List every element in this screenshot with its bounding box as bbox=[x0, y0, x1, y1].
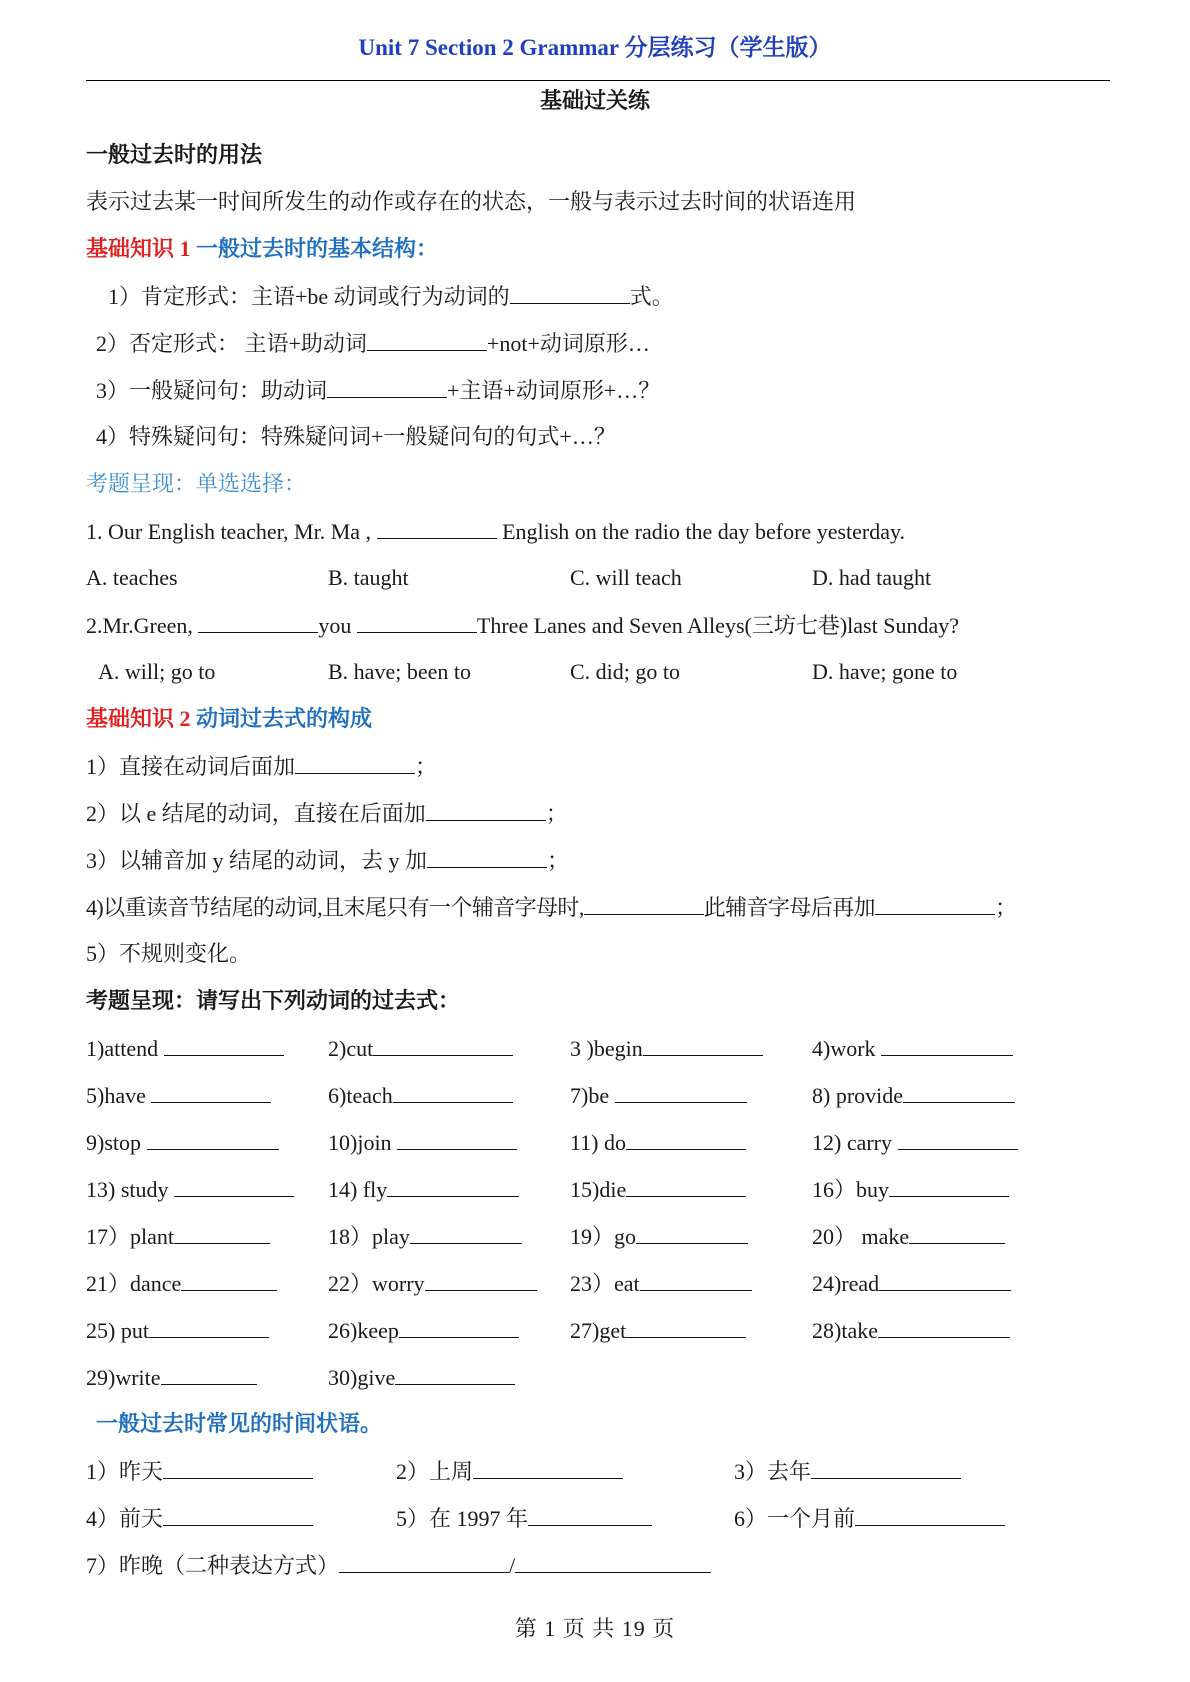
question-2: 2.Mr.Green, you Three Lanes and Seven Alleys(三坊七巷)last Sunday? bbox=[86, 608, 1126, 642]
knowledge-2-title: 动词过去式的构成 bbox=[196, 706, 373, 731]
option-d[interactable]: D. had taught bbox=[812, 565, 932, 590]
answer-blank[interactable] bbox=[528, 1501, 652, 1526]
verb-item: 29)write bbox=[86, 1360, 257, 1394]
answer-blank[interactable] bbox=[626, 1313, 746, 1338]
verb-item: 24)read bbox=[812, 1266, 1011, 1300]
verb-item: 12) carry bbox=[812, 1125, 1018, 1159]
verb-row bbox=[86, 1313, 1126, 1347]
answer-blank[interactable] bbox=[147, 1125, 279, 1150]
answer-blank[interactable] bbox=[373, 1031, 513, 1056]
answer-blank[interactable] bbox=[163, 1454, 313, 1479]
verb-item: 6)teach bbox=[328, 1078, 513, 1112]
verb-item: 10)join bbox=[328, 1125, 517, 1159]
verb-row bbox=[86, 1031, 1126, 1065]
k1-item-1: 1）肯定形式：主语+be 动词或行为动词的 式。 bbox=[108, 279, 1148, 313]
verb-row bbox=[86, 1125, 1126, 1159]
verb-item: 13) study bbox=[86, 1172, 294, 1206]
answer-blank[interactable] bbox=[615, 1078, 747, 1103]
verb-item: 30)give bbox=[328, 1360, 515, 1394]
answer-blank[interactable] bbox=[295, 749, 415, 774]
verb-item: 5)have bbox=[86, 1078, 271, 1112]
time-item: 2）上周 bbox=[396, 1454, 623, 1488]
answer-blank[interactable] bbox=[367, 326, 487, 351]
option-b[interactable]: B. have; been to bbox=[328, 659, 471, 684]
answer-blank[interactable] bbox=[898, 1125, 1018, 1150]
answer-blank[interactable] bbox=[399, 1313, 519, 1338]
option-c[interactable]: C. did; go to bbox=[570, 659, 681, 684]
option-b[interactable]: B. taught bbox=[328, 565, 409, 590]
verb-item: 8) provide bbox=[812, 1078, 1015, 1112]
answer-blank[interactable] bbox=[339, 1548, 509, 1573]
time-item: 6）一个月前 bbox=[734, 1501, 1005, 1535]
knowledge-2-heading bbox=[86, 702, 1126, 736]
verb-item: 11) do bbox=[570, 1125, 746, 1159]
time-item: 4）前天 bbox=[86, 1501, 313, 1535]
page-header-title: Unit 7 Section 2 Grammar 分层练习（学生版） bbox=[358, 35, 832, 60]
verb-item: 18）play bbox=[328, 1219, 522, 1253]
time-item: 1）昨天 bbox=[86, 1454, 313, 1488]
k1-item-2: 2）否定形式： 主语+助动词 +not+动词原形… bbox=[96, 326, 1136, 360]
answer-blank[interactable] bbox=[636, 1219, 748, 1244]
intro-text: 表示过去某一时间所发生的动作或存在的状态，一般与表示过去时间的状语连用 bbox=[86, 189, 857, 214]
verb-item: 14) fly bbox=[328, 1172, 519, 1206]
answer-blank[interactable] bbox=[198, 608, 318, 633]
knowledge-1-label: 基础知识 1 bbox=[86, 236, 191, 261]
answer-blank[interactable] bbox=[875, 890, 995, 915]
answer-blank[interactable] bbox=[174, 1172, 294, 1197]
verb-row bbox=[86, 1078, 1126, 1112]
question-1: 1. Our English teacher, Mr. Ma , English on the radio the day before yesterday. bbox=[86, 514, 1126, 548]
knowledge-1-title: 一般过去时的基本结构： bbox=[196, 236, 439, 261]
option-a[interactable]: A. teaches bbox=[86, 565, 178, 590]
option-d[interactable]: D. have; gone to bbox=[812, 659, 958, 684]
answer-blank[interactable] bbox=[377, 514, 497, 539]
answer-blank[interactable] bbox=[903, 1078, 1015, 1103]
verb-item: 16）buy bbox=[812, 1172, 1009, 1206]
question-2-options bbox=[86, 655, 1126, 689]
answer-blank[interactable] bbox=[327, 373, 447, 398]
question-1-options bbox=[86, 561, 1126, 595]
k2-item-4: 4)以重读音节结尾的动词,且末尾只有一个辅音字母时, 此辅音字母后再加 ； bbox=[86, 890, 1126, 924]
k1-item-3: 3）一般疑问句：助动词 +主语+动词原形+…？ bbox=[96, 373, 1136, 407]
verb-item: 2)cut bbox=[328, 1031, 513, 1065]
answer-blank[interactable] bbox=[164, 1031, 284, 1056]
verb-item: 7)be bbox=[570, 1078, 747, 1112]
answer-blank[interactable] bbox=[889, 1172, 1009, 1197]
knowledge-1-heading bbox=[86, 232, 1126, 266]
verb-item: 23）eat bbox=[570, 1266, 752, 1300]
verb-item: 21）dance bbox=[86, 1266, 277, 1300]
answer-blank[interactable] bbox=[163, 1501, 313, 1526]
page-footer: 第 1 页 共 19 页 bbox=[514, 1616, 676, 1641]
answer-blank[interactable] bbox=[410, 1219, 522, 1244]
answer-blank[interactable] bbox=[149, 1313, 269, 1338]
verb-item: 19）go bbox=[570, 1219, 748, 1253]
k2-item-5: 5）不规则变化。 bbox=[86, 941, 252, 966]
time-item: 5）在 1997 年 bbox=[396, 1501, 652, 1535]
exam-2-title: 考题呈现：请写出下列动词的过去式： bbox=[86, 988, 461, 1013]
answer-blank[interactable] bbox=[387, 1172, 519, 1197]
answer-blank[interactable] bbox=[393, 1078, 513, 1103]
verb-row bbox=[86, 1219, 1126, 1253]
verb-item: 9)stop bbox=[86, 1125, 279, 1159]
answer-blank[interactable] bbox=[427, 843, 547, 868]
k2-item-2: 2）以 e 结尾的动词，直接在后面加 ； bbox=[86, 796, 1126, 830]
answer-blank[interactable] bbox=[151, 1078, 271, 1103]
answer-blank[interactable] bbox=[855, 1501, 1005, 1526]
answer-blank[interactable] bbox=[397, 1125, 517, 1150]
time-row bbox=[86, 1501, 1126, 1535]
verb-item: 15)die bbox=[570, 1172, 746, 1206]
time-item: 3）去年 bbox=[734, 1454, 961, 1488]
verb-row bbox=[86, 1360, 1126, 1394]
answer-blank[interactable] bbox=[357, 608, 477, 633]
verb-item: 3 )begin bbox=[570, 1031, 763, 1065]
answer-blank[interactable] bbox=[909, 1219, 1005, 1244]
exam-1-title: 考题呈现：单选选择： bbox=[86, 471, 307, 496]
answer-blank[interactable] bbox=[626, 1172, 746, 1197]
verb-row bbox=[86, 1172, 1126, 1206]
verb-row bbox=[86, 1266, 1126, 1300]
header-divider bbox=[86, 80, 1110, 81]
answer-blank[interactable] bbox=[473, 1454, 623, 1479]
answer-blank[interactable] bbox=[510, 279, 630, 304]
answer-blank[interactable] bbox=[515, 1548, 711, 1573]
verb-item: 25) put bbox=[86, 1313, 269, 1347]
verb-item: 27)get bbox=[570, 1313, 746, 1347]
verb-item: 1)attend bbox=[86, 1031, 284, 1065]
time-row bbox=[86, 1454, 1126, 1488]
answer-blank[interactable] bbox=[811, 1454, 961, 1479]
answer-blank[interactable] bbox=[878, 1313, 1010, 1338]
k2-item-1: 1）直接在动词后面加 ； bbox=[86, 749, 1126, 783]
answer-blank[interactable] bbox=[425, 1266, 537, 1291]
answer-blank[interactable] bbox=[643, 1031, 763, 1056]
answer-blank[interactable] bbox=[161, 1360, 257, 1385]
section-title: 基础过关练 bbox=[539, 88, 650, 113]
verb-item: 28)take bbox=[812, 1313, 1010, 1347]
verb-item: 26)keep bbox=[328, 1313, 519, 1347]
k1-item-4: 4）特殊疑问句：特殊疑问词+一般疑问句的句式+…？ bbox=[96, 424, 616, 449]
verb-item: 17）plant bbox=[86, 1219, 270, 1253]
answer-blank[interactable] bbox=[640, 1266, 752, 1291]
option-a[interactable]: A. will; go to bbox=[98, 659, 216, 684]
time-item-7: 7）昨晚（二种表达方式） / bbox=[86, 1548, 1126, 1582]
answer-blank[interactable] bbox=[395, 1360, 515, 1385]
option-c[interactable]: C. will teach bbox=[570, 565, 682, 590]
answer-blank[interactable] bbox=[881, 1031, 1013, 1056]
k2-item-3: 3）以辅音加 y 结尾的动词，去 y 加 ； bbox=[86, 843, 1126, 877]
verb-item: 4)work bbox=[812, 1031, 1013, 1065]
time-phrases-title: 一般过去时常见的时间状语。 bbox=[96, 1411, 383, 1436]
knowledge-2-label: 基础知识 2 bbox=[86, 706, 191, 731]
answer-blank[interactable] bbox=[879, 1266, 1011, 1291]
verb-item: 20） make bbox=[812, 1219, 1005, 1253]
answer-blank[interactable] bbox=[426, 796, 546, 821]
verb-item: 22）worry bbox=[328, 1266, 537, 1300]
answer-blank[interactable] bbox=[626, 1125, 746, 1150]
answer-blank[interactable] bbox=[181, 1266, 277, 1291]
answer-blank[interactable] bbox=[174, 1219, 270, 1244]
topic-title: 一般过去时的用法 bbox=[86, 142, 263, 167]
answer-blank[interactable] bbox=[584, 890, 704, 915]
